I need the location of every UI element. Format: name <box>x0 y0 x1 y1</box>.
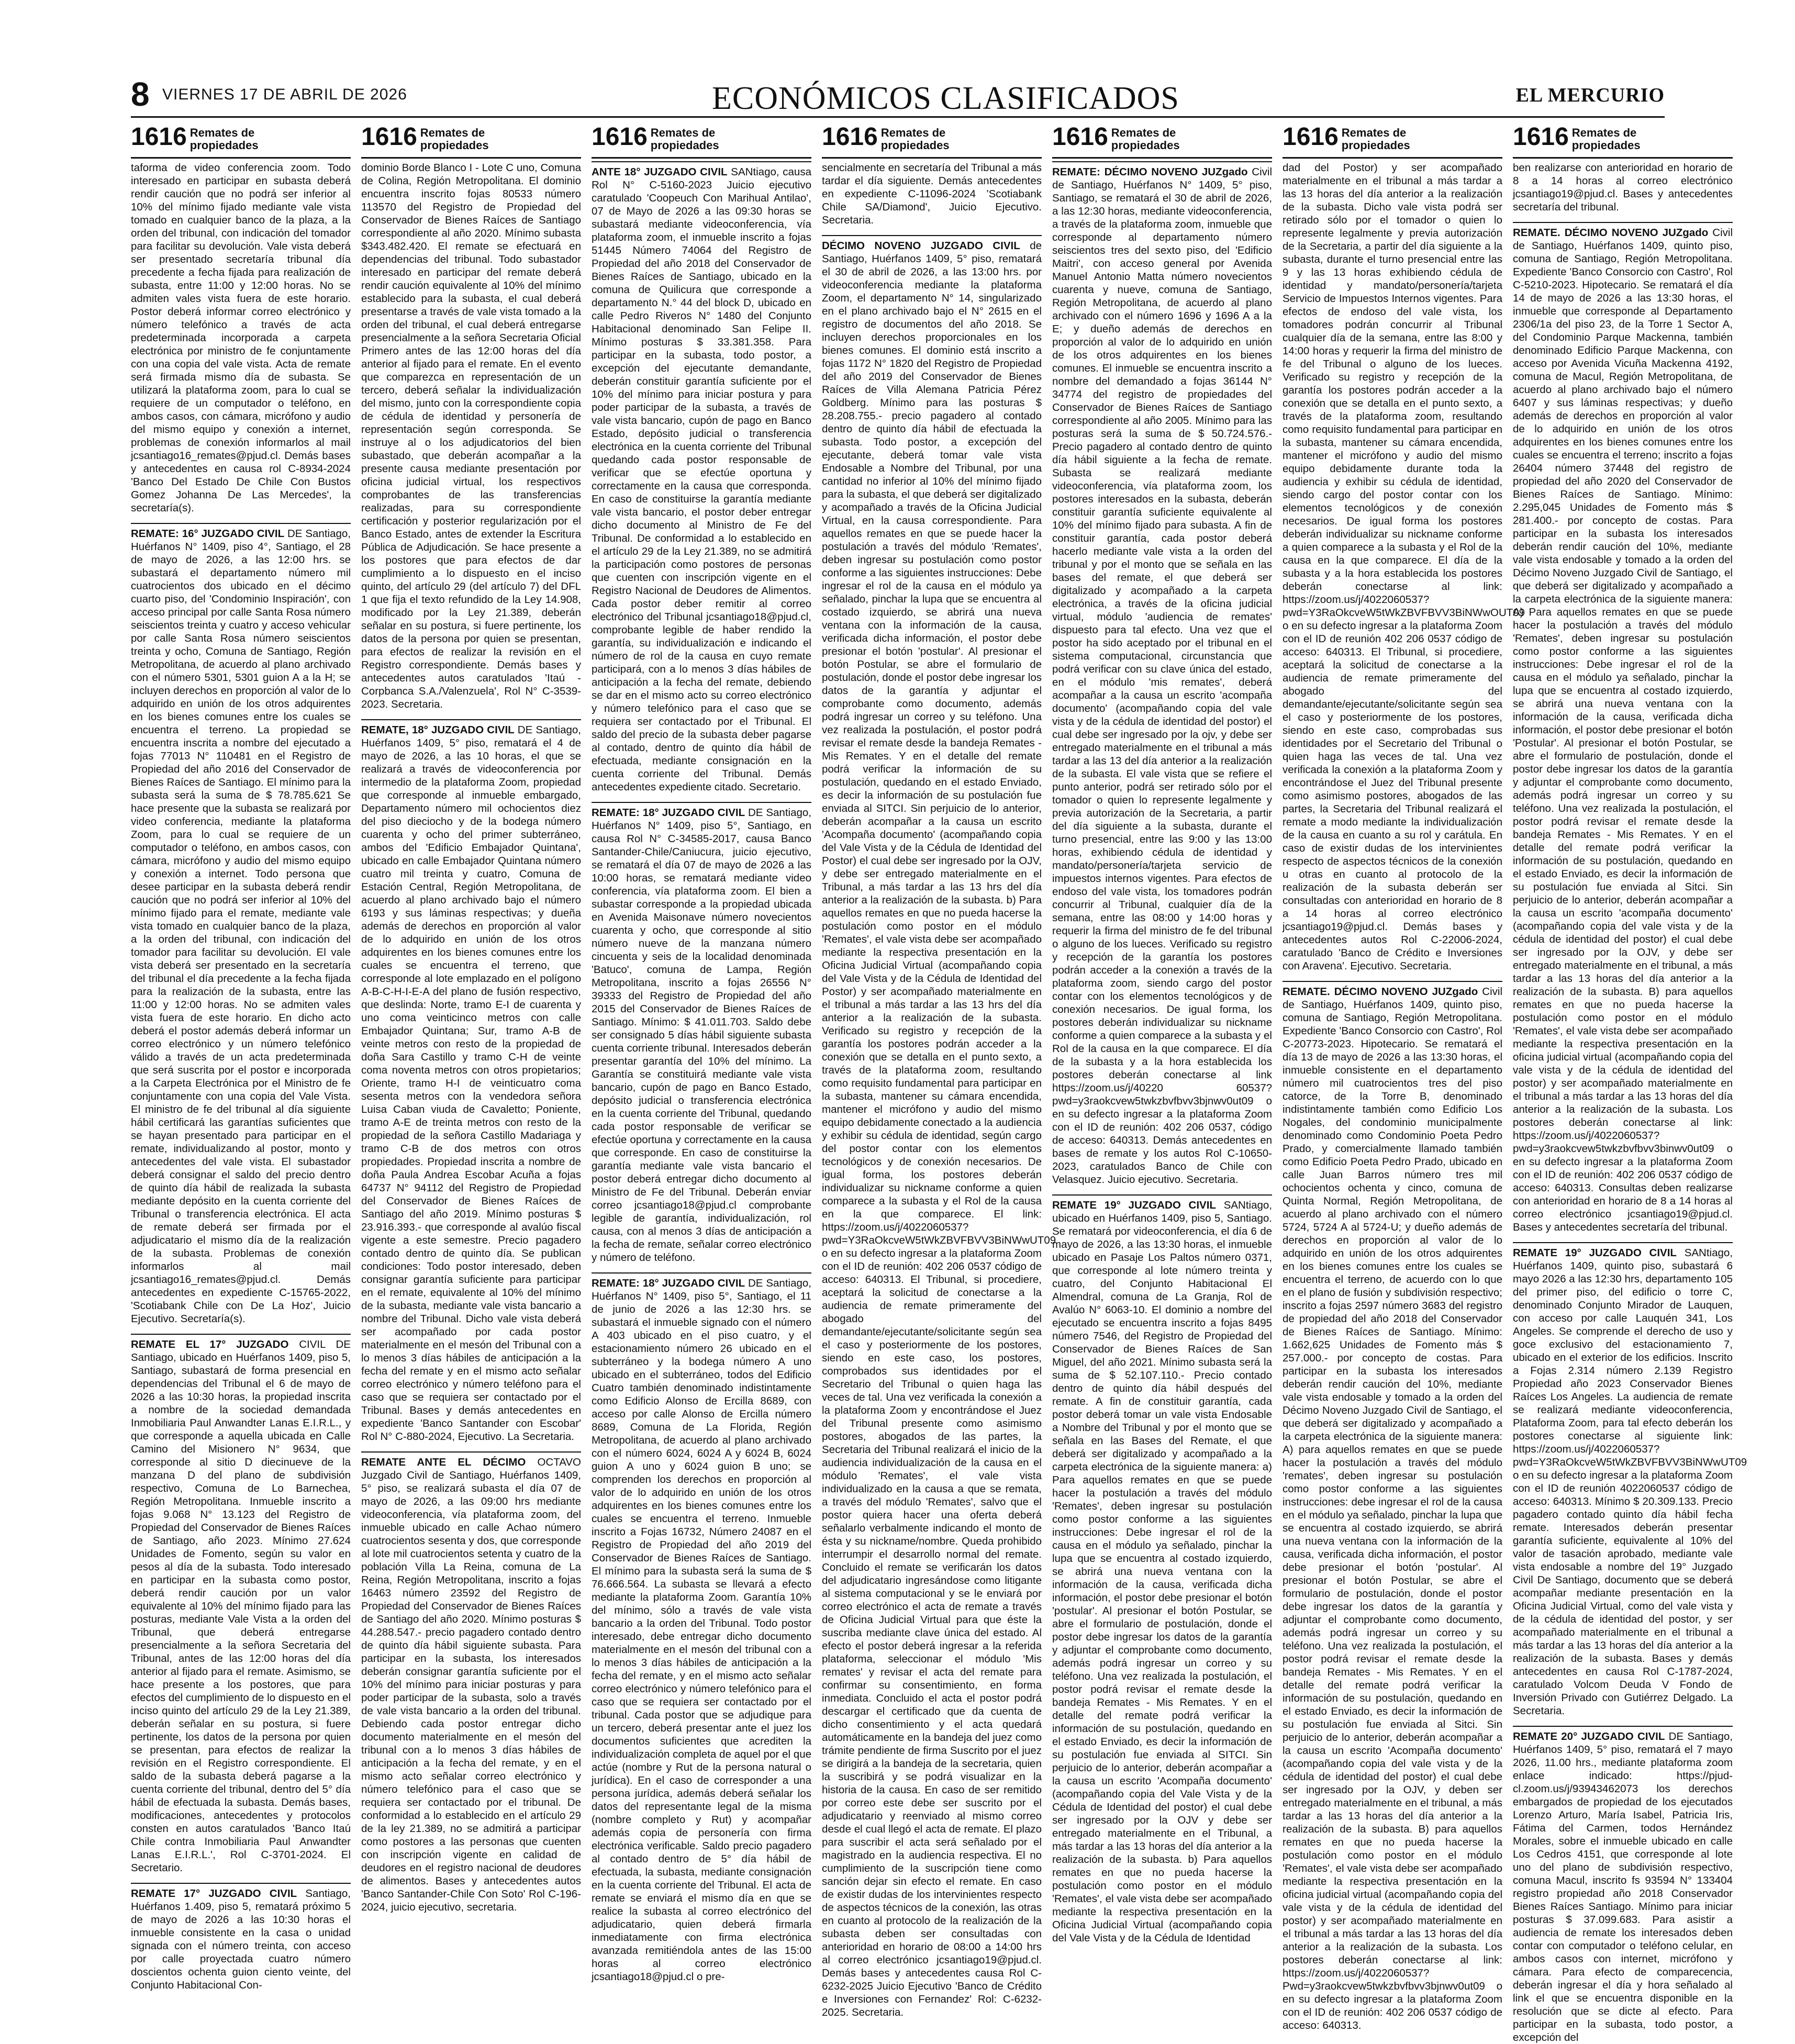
notice-lead: REMATE: 18° JUZGADO CIVIL <box>592 1277 745 1289</box>
classified-notice: REMATE: 18° JUZGADO CIVIL DE Santiago, Huérfanos N° 1409, piso 5°, Santiago, el 11 de junio de 2026 a las 12:30 hrs. se subastará el inmueble signado con el número A 403 ubicado en el piso cuatro, y el estacionamiento número 26 ubicado en el subterráneo y la bodega número A uno ubicado en el subterráneo, todos del Edificio Cuatro también denominado indistintamente como Edificio Alonso de Ercilla 8689, con acceso por calle Alonso de Ercilla número 8689, Comuna de La Florida, Región Metropolitana, de acuerdo al plano archivado con el número 6024, 6024 A y 6024 B, 6024 guion A uno y 6024 guion B uno; se comprenden los derechos en proporción al valor de lo adquirido en unión de los otros adquirentes en los bienes comunes entre los cuales se encuentra el terreno. Inmueble inscrito a Fojas 16732, Número 24087 en el Registro de Propiedad del año 2019 del Conservador de Bienes Raíces de Santiago. El mínimo para la subasta será la suma de $ 76.666.564. La subasta se llevará a efecto mediante la plataforma Zoom. Garantía 10% del mínimo, sólo a través de vale vista bancario a la orden del Tribunal. Todo postor interesado, debe entregar dicho documento materialmente en el mesón del tribunal con a lo menos 3 días hábiles de anticipación a la fecha del remate, y en el mismo acto señalar correo electrónico y número telefónico para el caso que se requiera ser contactado por el tribunal. Cada postor que se adjudique para un tercero, deberá presentar ante el juez los documentos suficientes que acrediten la individualización completa de aquel por el que actúe (nombre y Rut de la persona natural o jurídica). En el caso de corresponder a una persona jurídica, además deberá señalar los datos del representante legal de la misma (nombre completo y Rut) y acompañar además copia de personería con firma electrónica verificable. Saldo precio pagadero al contado dentro de 5° día hábil de efectuada, la subasta, mediante consignación en la cuenta corriente del Tribunal. El acta de remate se enviará el mismo día en que se realice la subasta al correo electrónico del adjudicatario, quien deberá firmarla inmediatamente con firma electrónica avanzada remitiéndola antes de las 15:00 horas al correo electrónico jcsantiago18@pjud.cl o pre- <box>592 1272 811 1983</box>
notice-lead: REMATE 19° JUZGADO CIVIL <box>1513 1247 1677 1259</box>
column-header <box>1283 121 1502 159</box>
classified-notice: REMATE. DÉCIMO NOVENO JUZgado Civil de Santiago, Huérfanos 1409, quinto piso, comuna de Santiago, Región Metropolitana. Expediente 'Banco Consorcio con Castro', Rol C-5210-2023. Hipotecario. Se rematará el día 14 de mayo de 2026 a las 13:30 horas, el inmueble que corresponde al Departamento 2306/1a del piso 23, de la Torre 1 Sector A, del Condominio Parque Mackenna, también denominado Edificio Parque Mackenna, con acceso por Avenida Vicuña Mackenna 4192, comuna de Macul, Región Metropolitana, de acuerdo al plano archivado bajo el número 6407 y sus láminas respectivas; y dueño además de derechos en proporción al valor de lo adquirido en unión de los otros adquirentes en los bienes comunes entre los cuales se encuentra el terreno; inscrito a fojas 26404 número 37448 del registro de propiedad del año 2020 del Conservador de Bienes Raíces de Santiago. Mínimo: 2.295,045 Unidades de Fomento más $ 281.400.- por concepto de costas. Para participar en la subasta los interesados deberán rendir caución del 10%, mediante vale vista endosable y tomado a la orden del Décimo Noveno Juzgado Civil de Santiago, el que deberá ser digitalizado y acompañado a la carpeta electrónica de la siguiente manera: A) Para aquellos remates en que se puede hacer la postulación a través del módulo 'Remates', deben ingresar su postulación como postor conforme a las siguientes instrucciones: Debe ingresar el rol de la causa en el módulo ya señalado, pinchar la lupa que se encuentra al costado izquierdo, se abrirá una nueva ventana con la información de la causa, verificada dicha información, el postor debe presionar el botón 'Postular'. Al presionar el botón Postular, se abre el formulario de postulación, donde el postor debe ingresar los datos de la garantía y adjuntar el comprobante como documento, además podrá ingresar un correo y su teléfono. Una vez realizada la postulación, el postor podrá revisar el remate desde la bandeja Remates - Mis Remates. Y en el detalle del remate podrá verificar la información de su postulación, quedando en el estado Enviado, es decir la información de su postulación fue enviada al Sitci. Sin perjuicio de lo anterior, deberán acompañar a la causa un escrito 'acompaña documento' (acompañando copia del vale vista y de la cédula de identidad del postor) el cual debe ser ingresado por la OJV, y debe ser entregado materialmente en el tribunal, a más tardar a las 13 horas del día anterior a la realización de la subasta. B) para aquellos remates en que no pueda hacerse la postulación como postor en el módulo 'Remates', el vale vista debe ser acompañado mediante la respectiva presentación en la oficina judicial virtual (acompañando copia del vale vista y de la cédula de identidad del postor) y ser acompañado materialmente en el tribunal a más tardar a las 13 horas del día anterior a la realización de la subasta. Los postores deberán conectarse al link: https://zoom.us/j/4022060537?pwd=y3raokcvew5twkzbvfbvv3binwv0ut09 o en su defecto ingresar a la plataforma Zoom con el ID de reunión: 402 206 0537 código de acceso: 640313. Consultas deben realizarse con anterioridad en horario de 8 a 14 horas al correo electrónico jcsantiago19@pjud.cl. Bases y antecedentes secretaría del tribunal. <box>1513 222 1733 1234</box>
text-column <box>361 161 581 1913</box>
classified-notice: REMATE: 18° JUZGADO CIVIL DE Santiago, Huérfanos N° 1409, piso 5°, Santiago, en causa Rol N° C-34585-2017, causa Banco Santander-Chile/Caniucura, juicio ejecutivo, se rematará el día 07 de mayo de 2026 a las 10:00 horas, se rematará mediante video conferencia, vía plataforma zoom. El bien a subastar corresponde a la propiedad ubicada en Avenida Maisonave número novecientos cuarenta y ocho, que corresponde al sitio número nueve de la manzana número cincuenta y seis de la localidad denominada 'Batuco', comuna de Lampa, Región Metropolitana, inscrito a fojas 26556 N° 39333 del Registro de Propiedad del año 2015 del Conservador de Bienes Raíces de Santiago. Mínimo: $ 41.011.703. Saldo debe ser consignado 5 días hábil siguiente subasta cuenta corriente tribunal. Interesados deberán presentar garantía del 10% del mínimo. La Garantía se constituirá mediante vale vista bancario, cupón de pago en Banco Estado, depósito judicial o transferencia electrónica en la cuenta corriente del Tribunal, quedando cada postor responsable de verificar se efectúe oportuna y correctamente en la causa que corresponde. En caso de constituirse la garantía mediante vale vista bancario el postor deberá entregar dicho documento al Ministro de Fe del Tribunal. Deberán enviar correo jcsantiago18@pjud.cl comprobante legible de garantía, individualización, rol causa, con al menos 3 días de anticipación a la fecha de remate, señalar correo electrónico y número de teléfono. <box>592 802 811 1264</box>
column-code: 1616 <box>1283 123 1339 151</box>
notice-lead: REMATE: DÉCIMO NOVENO JUZgado <box>1052 166 1248 178</box>
classified-notice: REMATE, 18° JUZGADO CIVIL DE Santiago, Huérfanos 1409, 5° piso, rematará el 4 de mayo de 2026, a las 10 horas, el que se realizará a través de videoconferencia por intermedio de la plataforma Zoom, propiedad que corresponde al inmueble embargado, Departamento número mil ochocientos diez del piso dieciocho y de la bodega número cuarenta y ocho del primer subterráneo, ambos del 'Edificio Embajador Quintana', ubicado en calle Embajador Quintana número cuatro mil treinta y cuatro, Comuna de Estación Central, Región Metropolitana, de acuerdo al plano archivado bajo el número 6193 y sus láminas respectivas; y dueña además de derechos en proporción al valor de lo adquirido en unión de los otros adquirentes en los bienes comunes entre los cuales se encuentra el terreno, que corresponde al lote emplazado en el polígono A-B-C-H-I-E-A del plano de fusión respectivo, que deslinda: Norte, tramo E-I de cuarenta y uno coma veinticinco metros con calle Embajador Quintana; Sur, tramo A-B de veinte metros con resto de la propiedad de doña Sara Castillo y tramo C-H de veinte coma noventa metros con otros propietarios; Oriente, tramo H-I de veinticuatro coma sesenta metros con la vendedora señora Luisa Caban viuda de Cavaletto; Poniente, tramo A-E de treinta metros con resto de la propiedad de la señora Castillo Madariaga y tramo C-B de dos metros con otros propiedades. Propiedad inscrita a nombre de doña Paula Andrea Escobar Acuña a fojas 64737 N° 94112 del Registro de Propiedad del Conservador de Bienes Raíces de Santiago del año 2019. Mínimo posturas $ 23.916.393.- que corresponde al avalúo fiscal vigente a este semestre. Precio pagadero contado dentro de quinto día. Se publican condiciones: Todo postor interesado, deben consignar garantía suficiente para participar en el remate, equivalente al 10% del mínimo de la subasta, mediante vale vista bancario a nombre del Tribunal. Dicho vale vista deberá ser acompañado por cada postor materialmente en el mesón del Tribunal con a lo menos 3 días hábiles de anticipación a la fecha del remate y en el mismo acto señalar correo electrónico y número teléfono para el caso que se requiera ser contactado por el Tribunal. Bases y demás antecedentes en expediente 'Banco Santander con Escobar' Rol N° C-880-2024, Ejecutivo. La Secretaria. <box>361 719 581 1443</box>
text-column <box>1513 161 1747 2043</box>
column-header <box>361 121 581 159</box>
classified-notice: REMATE 20° JUZGADO CIVIL DE Santiago, Huérfanos 1409, 5° piso, rematará el 7 mayo 2026, 11.00 hrs., mediante plataforma zoom enlace indicado: https://pjud-cl.zoom.us/j/93943462073 los derechos embargados de propiedad de los ejecutados Lorenzo Arturo, María Isabel, Patricia Iris, Fátima del Carmen, todos Hernández Morales, sobre el inmueble ubicado en calle Los Cedros 4151, que corresponde al lote uno del plano de subdivisión respectivo, comuna Macul, inscrito fs 93594 N° 133404 registro propiedad año 2018 Conservador Bienes Raíces Santiago. Mínimo para iniciar posturas $ 37.099.683. Para asistir a audiencia de remate los interesados deben contar con computador o teléfono celular, en ambos casos con internet, micrófono y cámara. Para efecto de comparecencia, deberán ingresar el día y hora señalado al link el que se encuentra disponible en la resolución que se dicte al efecto. Para participar en la subasta, todo postor, a excepción del <box>1513 1726 1733 2044</box>
column-code: 1616 <box>1513 123 1569 151</box>
notice-lead: REMATE: 16° JUZGADO CIVIL <box>131 528 285 540</box>
classified-notice: ben realizarse con anterioridad en horario de 8 a 14 horas al correo electrónico jcsantiago19@pjud.cl. Bases y antecedentes secretaría del tribunal. <box>1513 162 1733 213</box>
text-column <box>1052 161 1272 1944</box>
notice-lead: ANTE 18° JUZGADO CIVIL <box>592 166 728 178</box>
header-rule <box>131 116 1665 118</box>
notice-lead: REMATE, 18° JUZGADO CIVIL <box>361 724 515 736</box>
page-number: 8 <box>131 75 150 113</box>
column-label: Remates de propiedades <box>1111 126 1180 152</box>
notice-lead: REMATE ANTE EL DÉCIMO <box>361 1456 526 1468</box>
notice-lead: REMATE. DÉCIMO NOVENO JUZgado <box>1283 986 1478 998</box>
column-label: Remates de propiedades <box>880 126 950 152</box>
column-code: 1616 <box>822 123 878 151</box>
notice-lead: REMATE. DÉCIMO NOVENO JUZgado <box>1513 227 1709 239</box>
column-header <box>1052 121 1272 159</box>
notice-lead: REMATE 17° JUZGADO CIVIL <box>131 1887 297 1900</box>
page-date: VIERNES 17 DE ABRIL DE 2026 <box>162 86 407 103</box>
page-header <box>131 73 1665 120</box>
column-header <box>592 121 811 159</box>
column-code: 1616 <box>131 123 187 151</box>
text-column <box>592 161 811 1983</box>
classified-notice: ANTE 18° JUZGADO CIVIL SANtiago, causa Rol N° C-5160-2023 Juicio ejecutivo caratulado 'Coopeuch Con Marihual Antilao', 07 de Mayo de 2026 a las 09:30 horas se subastará mediante videoconferencia, vía plataforma zoom, el inmueble inscrito a fojas 51445 Número 74064 del Registro de Propiedad del año 2018 del Conservador de Bienes Raíces de Santiago, ubicado en la comuna de Quilicura que corresponde a departamento N.° 44 del block D, ubicado en calle Pedro Riveros N° 1480 del Conjunto Habitacional denominado San Felipe II. Mínimo posturas $ 33.381.358. Para participar en la subasta, todo postor, a excepción del ejecutante demandante, deberán constituir garantía suficiente por el 10% del mínimo para iniciar postura y para poder participar de la subasta, a través de vale vista bancario, cupón de pago en Banco Estado, depósito judicial o transferencia electrónica en la cuenta corriente del Tribunal quedando cada postor responsable de verificar que se efectúe oportuna y correctamente en la causa que corresponda. En caso de constituirse la garantía mediante vale vista bancario, el postor deber entregar dicho documento al Ministro de Fe del Tribunal. De conformidad a lo establecido en el artículo 29 de la Ley 21.389, no se admitirá la participación como postores de personas que cuenten con inscripción vigente en el Registro Nacional de Deudores de Alimentos. Cada postor deber remitir al correo electrónico del Tribunal jcsantiago18@pjud.cl, comprobante legible de haber rendido la garantía, su individualización e indicando el número de rol de la causa en cuyo remate participará, con a lo menos 3 días hábiles de anticipación a la fecha del remate, debiendo se dar en el mismo acto su correo electrónico y número telefónico para el caso que se requiera ser contactado por el Tribunal. El saldo del precio de la subasta deber pagarse al contado, dentro de quinto día hábil de efectuada, mediante consignación en la cuenta corriente del Tribunal. Demás antecedentes expediente citado. Secretario. <box>592 161 811 794</box>
column-header <box>822 121 1042 159</box>
classified-notice: REMATE: 16° JUZGADO CIVIL DE Santiago, Huérfanos N° 1409, piso 4°, Santiago, el 28 de mayo de 2026, a las 12:00 hrs. se subastará el departamento número mil cuatrocientos dos ubicado en el décimo cuarto piso, del 'Condominio Inspiración', con acceso principal por calle Santa Rosa número seiscientos treinta y cuatro y acceso vehicular por calle Santa Rosa número seiscientos treinta y ocho, Comuna de Santiago, Región Metropolitana, de acuerdo al plano archivado con el número 5301, 5301 guion A a la H; se incluyen derechos en proporción al valor de lo adquirido en unión de los otros adquirentes en los bienes comunes entre los cuales se encuentra el terreno. La propiedad se encuentra inscrita a nombre del ejecutado a fojas 77013 N° 110481 en el Registro de Propiedad del año 2016 del Conservador de Bienes Raíces de Santiago. El mínimo para la subasta será la suma de $ 78.785.621 Se hace presente que la subasta se realizará por video conferencia, mediante la plataforma Zoom, para lo cual se requiere de un computador o teléfono, en ambos casos, con cámara, micrófono y audio del mismo equipo y conexión a internet. Todo persona que desee participar en la subasta deberá rendir caución que no podrá ser inferior al 10% del mínimo fijado para el remate, mediante vale vista tomado en cualquier banco de la plaza, a la orden del tribunal, con indicación del tomador para facilitar su devolución. El vale vista deberá ser presentado en la secretaría del tribunal el día precedente a la fecha fijada para la realización de la subasta, entre las 11:00 y 12:00 horas. No se admiten vales vista fuera de este horario. En dicho acto deberá el postor además deberá informar un correo electrónico y un número telefónico válido a través de un acta predeterminada que será suscrita por el postor e incorporada a la Carpeta Electrónica por el Ministro de fe conjuntamente con una copia del Vale Vista. El ministro de fe del tribunal al día siguiente hábil certificará las garantías suficientes que se hayan presentado para participar en el remate, individualizando al postor, monto y antecedentes del vale vista. El subastador deberá consignar el saldo del precio dentro de quinto día hábil de realizada la subasta mediante depósito en la cuenta corriente del Tribunal o transferencia electrónica. El acta de remate deberá ser firmada por el adjudicatario el mismo día de la realización de la subasta. Problemas de conexión informarlos al mail jcsantiago16_remates@pjud.cl. Demás antecedentes en expediente C-15765-2022, 'Scotiabank Chile con De La Hoz', Juicio Ejecutivo. Secretaría(s). <box>131 523 351 1325</box>
text-column <box>1283 161 1525 2031</box>
notice-lead: REMATE: 18° JUZGADO CIVIL <box>592 807 745 819</box>
classified-notice: REMATE 19° JUZGADO CIVIL SANtiago, Huérfanos 1409, quinto piso, subastará 6 mayo 2026 a las 12:30 hrs, departamento 105 del primer piso, del edificio o torre C, denominado Conjunto Mirador de Lauquen, con acceso por calle Lauquén 341, Los Angeles. Se comprende el derecho de uso y goce exclusivo del estacionamiento 7, ubicado en el exterior de los edificios. Inscrito a Fojas 2.314 número 2.139 Registro Propiedad año 2023 Conservador Bienes Raíces Los Angeles. La audiencia de remate se realizará mediante videoconferencia, Plataforma Zoom, para tal efecto deberán los postores conectarse al siguiente link: https://zoom.us/j/4022060537?pwd=Y3RaOkcveW5tWkZBVFBVV3BiNWwUT09 o en su defecto ingresar a la plataforma Zoom con el ID de reunión 4022060537 código de acceso: 640313. Mínimo $ 20.309.133. Precio pagadero contado quinto día hábil fecha remate. Interesados deberán presentar garantía suficiente, equivalente al 10% del valor de tasación aprobado, mediante vale vista endosable a nombre del 19° Juzgado Civil De Santiago, documento que se deberá acompañar mediante presentación en la Oficina Judicial Virtual, como del vale vista y de la cédula de identidad del postor, y ser acompañado materialmente en el tribunal a más tardar a las 13 horas del día anterior a la realización de la subasta. Bases y demás antecedentes en causa Rol C-1787-2024, caratulado Volcom Deuda V Fondo de Inversión Privado con Gutiérrez Delgado. La Secretaria. <box>1513 1242 1733 1717</box>
column-header <box>1513 121 1733 159</box>
column-header <box>131 121 351 159</box>
notice-lead: REMATE 19° JUZGADO CIVIL <box>1052 1199 1216 1211</box>
classified-notice: DÉCIMO NOVENO JUZGADO CIVIL de Santiago, Huérfanos 1409, 5° piso, rematará el 30 de abril de 2026, a las 13:00 hrs. por videoconferencia mediante la plataforma Zoom, el departamento N° 14, singularizado en el plano archivado bajo el N° 2615 en el registro de documentos del año 2018. Se incluyen derechos proporcionales en los bienes comunes. El dominio está inscrito a fojas 1172 N° 1820 del Registro de Propiedad del año 2019 del Conservador de Bienes Raíces de Villa Alemana Patricia Pérez Goldberg. Mínimo para las posturas $ 28.208.755.- precio pagadero al contado dentro de quinto día hábil de efectuada la subasta. Todo postor, a excepción del ejecutante, deberá tomar vale vista Endosable a Nombre del Tribunal, por una cantidad no inferior al 10% del mínimo fijado para la subasta, el que deberá ser digitalizado y acompañado a través de la Oficina Judicial Virtual, en la causa correspondiente. Para aquellos remates en que se puede hacer la postulación a través del módulo 'Remates', deben ingresar su postulación como postor conforme a las siguientes instrucciones: Debe ingresar el rol de la causa en el módulo ya señalado, pinchar la lupa que se encuentra al costado izquierdo, se abrirá una nueva ventana con la información de la causa, verificada dicha información, el postor debe presionar el botón 'postular'. Al presionar el botón Postular, se abre el formulario de postulación, donde el postor debe ingresar los datos de la garantía y adjuntar el comprobante como documento, además podrá ingresar un correo y su teléfono. Una vez realizada la postulación, el postor podrá revisar el remate desde la bandeja Remates - Mis Remates. Y en el detalle del remate podrá verificar la información de su postulación, quedando en el estado Enviado, es decir la información de su postulación fue enviada al SITCI. Sin perjuicio de lo anterior, deberán acompañar a la causa un escrito 'Acompaña documento' (acompañando copia del Vale Vista y de la Cédula de Identidad del Postor) el cual debe ser ingresado por la OJV, y debe ser entregado materialmente en el Tribunal, a más tardar a las 13 hrs del día anterior a la realización de la subasta. b) Para aquellos remates en que no pueda hacerse la postulación como postor en el módulo 'Remates', el vale vista debe ser acompañado mediante la respectiva presentación en la Oficina Judicial Virtual (acompañando copia del Vale Vista y de la Cédula de Identidad del Postor) y ser acompañado materialmente en el tribunal a más tardar a las 13 hrs del día anterior a la realización de la subasta. Verificado su registro y recepción de la garantía los postores podrán acceder a la conexión que se detalla en el punto sexto, a través de la plataforma zoom, resultando como requisito fundamental para participar en la subasta, mantener su cámara encendida, mantener el micrófono y audio del mismo equipo debidamente conectado a la audiencia y exhibir su cédula de identidad, según cargo del postor contar con los elementos tecnológicos y de conexión necesarios. De igual forma, los postores deberán individualizar su nickname conforme a quien comparece a la subasta y el Rol de la causa en la que comparece. El link: https://zoom.us/j/4022060537?pwd=Y3RaOkcveW5tWkZBVFBVV3BiNWwUT09 o en su defecto ingresar a la plataforma Zoom con el ID de reunión: 402 206 0537 código de acceso: 640313. El Tribunal, si procediere, aceptará la solicitud de conectarse a la audiencia de remate primeramente del abogado del demandante/ejecutante/solicitante según sea el caso y posteriormente de los postores, siendo en este caso, los postores, comprobados sus identidades por el Secretario del Tribunal o quien haga las veces de tal. Una vez verificada la conexión a la plataforma Zoom y encontrándose el Juez del Tribunal presente como asimismo postores, abogados de las partes, la Secretaria del Tribunal realizará el inicio de la audiencia individualización de la causa en el módulo 'Remates', el vale vista individualizado en la causa a que se remata, a través del módulo 'Remates', salvo que el postor quiera hacer una oferta deberá señalarlo verbalmente indicando el monto de ésta y su nickname/nombre. Queda prohibido interrumpir el desarrollo normal del remate. Concluido el remate se verificarán los datos del adjudicatario ingresándose como litigante al sistema computacional y se le enviará por correo electrónico el acta de remate a través de Oficina Judicial Virtual para que éste la suscriba mediante clave única del estado. Al efecto el postor deberá ingresar a la referida plataforma, seleccionar el módulo 'Mis remates' y revisar el acta del remate para confirmar su consentimiento, en forma inmediata. Concluido el acta el postor podrá descargar el certificado que da cuenta de dicho consentimiento y el acta quedará automáticamente en la bandeja del juez como trámite pendiente de firma Suscrito por el juez se dirigirá a la bandeja de la secretaria, quien la suscribirá y se podrá visualizar en la historia de la causa. En caso de ser remitido por correo este debe ser suscrito por el adjudicatario y reenviado al mismo correo desde el cual llegó el acta de remate. El plazo para suscribir el acta será señalado por el magistrado en la audiencia respectiva. El no cumplimiento de la suscripción tiene como sanción dejar sin efecto el remate. En caso de existir dudas de los intervinientes respecto de aspectos técnicos de la conexión, las otras en cuanto al protocolo de la realización de la subasta deben ser consultadas con anterioridad en horario de 08:00 a 14:00 hrs al correo electrónico jcsantiago19@pjud.cl. Demás bases y antecedentes causa Rol C-6232-2025 Juicio Ejecutivo 'Banco de Crédito e Inversiones con Fernandez' Rol: C-6232-2025. Secretaria. <box>822 235 1042 2019</box>
column-code: 1616 <box>1052 123 1108 151</box>
classified-notice: dominio Borde Blanco I - Lote C uno, Comuna de Colina, Región Metropolitana. El dominio encuentra inscrito fojas 80533 número 113570 del Registro de Propiedad del Conservador de Bienes Raíces de Santiago correspondiente al año 2020. Mínimo subasta $343.482.420. El remate se efectuará en dependencias del tribunal. Todo subastador interesado en participar del remate deberá rendir caución equivalente al 10% del mínimo establecido para la subasta, el cual deberá presentarse a través de vale vista tomado a la orden del tribunal, el cual deberá entregarse presencialmente a la señora Secretaria Oficial Primero antes de las 12:00 horas del día anterior al fijado para el remate. En el evento que comparezca en representación de un tercero, deberá señalar la individualización del mismo, junto con la correspondiente copia de cédula de identidad y personería de representación según corresponda. Se instruye al o los adjudicatorios del bien subastado, que deberán acompañar a la presente causa mediante presentación por oficina judicial virtual, los respectivos comprobantes de las transferencias realizadas, para su correspondiente certificación y posterior regularización por el Banco Estado, antes de extender la Escritura Pública de Adjudicación. Se hace presente a los postores que para efectos de dar cumplimiento a lo dispuesto en el inciso quinto, del artículo 29 (del artículo 7) del DFL 1 que fija el texto refundido de la Ley 14.908, modificado por la Ley 21.389, deberán señalar en su postura, si fuere pertinente, los datos de la persona por quien se presentan, para efectos de realizar la revisión en el Registro correspondiente. Demás bases y antecedentes autos caratulados 'Itaú - Corpbanca S.A./Valenzuela', Rol N° C-3539-2023. Secretaria. <box>361 162 581 710</box>
column-label: Remates de propiedades <box>1341 126 1410 152</box>
classified-notice: dad del Postor) y ser acompañado materialmente en el tribunal a más tardar a las 13 horas del día anterior a la realización de la subasta. Dicho vale vista podrá ser retirado sólo por el tomador o quien lo represente legalmente y previa autorización de la Secretaria, a partir del día siguiente a la subasta, durante el turno presencial entre las 9 y las 13 horas exhibiendo cédula de identidad y mandato/personería/tarjeta Servicio de Impuestos Internos vigentes. Para efectos de endoso del vale vista, los tomadores podrán concurrir al Tribunal cualquier día de la semana, entre las 8:00 y 14:00 horas y requerir la firma del ministro de fe del Tribunal o alguno de los lueces. Verificado su registro y recepción de la garantía los postores podrán acceder a la conexión que se detalla en el punto sexto, a través de la plataforma zoom, resultando como requisito fundamental para participar en la subasta, mantener su cámara encendida, mantener el micrófono y audio del mismo equipo debidamente durante toda la audiencia y exhibir su cédula de identidad, siendo cargo del postor contar con los elementos tecnológicos y de conexión necesarios. De igual forma los postores deberán individualizar su nickname conforme a quien comparece a la subasta y el Rol de la causa en la que comparece. El día de la subasta y a la hora establecida los postores deberán conectarse al link: https://zoom.us/j/4022060537?pwd=Y3RaOkcveW5tWkZBVFBVV3BiNWwOUT09 o en su defecto ingresar a la plataforma Zoom con el ID de reunión 402 206 0537 código de acceso: 640313. El Tribunal, si procediere, aceptará la solicitud de conectarse a la audiencia de remate primeramente del abogado del demandante/ejecutante/solicitante según sea el caso y posteriormente de los postores, siendo en este caso, comprobadas sus identidades por el Secretario del Tribunal o quien haga las veces de tal. Una vez verificada la conexión a la plataforma Zoom y encontrándose el Juez del Tribunal presente como asimismo postores, abogados de las partes, la Secretaria del Tribunal realizará el remate a modo mediante la individualización de la causa en cuanto a su rol y carátula. En caso de existir dudas de los intervinientes respecto de aspectos técnicos de la conexión u otras en cuanto al protocolo de la realización de la subasta deberán ser consultadas con anterioridad en horario de 8 a 14 horas al correo electrónico jcsantiago19@pjud.cl. Demás bases y antecedentes autos Rol C-22006-2024, caratulado 'Banco de Crédito e Inversiones con Aravena'. Ejecutivo. Secretaria. <box>1283 162 1525 972</box>
notice-lead: REMATE 20° JUZGADO CIVIL <box>1513 1730 1665 1743</box>
column-label: Remates de propiedades <box>650 126 719 152</box>
newspaper-logo: EL MERCURIO <box>1515 84 1665 106</box>
classified-notice: REMATE: DÉCIMO NOVENO JUZgado Civil de Santiago, Huérfanos N° 1409, 5° piso, Santiago, se rematará el 30 de abril de 2026, a las 12:30 horas, mediante videoconferencia, a través de la plataforma zoom, inmueble que corresponde al departamento número seiscientos tres del sexto piso, del 'Edificio Maitri', con acceso general por Avenida Manuel Antonio Matta número novecientos cuarenta y nueve, comuna de Santiago, Región Metropolitana, de acuerdo al plano archivado con el número 1696 y 1696 A a la E; y dueño además de derechos en proporción al valor de lo adquirido en unión de los otros adquirentes en los bienes comunes. El inmueble se encuentra inscrito a nombre del demandado a fojas 36144 N° 34774 del registro de propiedades del Conservador de Bienes Raíces de Santiago correspondiente al año 2005. Mínimo para las posturas será la suma de $ 50.724.576.- Precio pagadero al contado dentro de quinto día hábil siguiente a la fecha de remate. Subasta se realizará mediante videoconferencia, vía plataforma zoom, los postores interesados en la subasta, deberán constituir garantía suficiente equivalente al 10% del mínimo fijado para subasta. A fin de constituir garantía, cada postor deberá hacerlo mediante vale vista a la orden del tribunal y por el monto que se señala en las bases del remate, el que deberá ser digitalizado y acompañado a la carpeta electrónica, a través de la oficina judicial virtual, módulo 'audiencia de remates' dispuesto para tal efecto. Una vez que el postor ha sido aceptado por el tribunal en el sistema computacional, circunstancia que podrá verificar con su clave única del estado, en el módulo 'mis remates', deberá acompañar a la causa un escrito 'acompaña documento' (acompañando copia del vale vista y de la cédula de identidad del postor) el cual debe ser ingresado por la ojv, y debe ser entregado materialmente en el tribunal a más tardar a las 13 del día anterior a la realización de la subasta. El vale vista que se refiere el punto anterior, podrá ser retirado sólo por el tomador o quien lo represente legalmente y previa autorización de la Secretaria, a partir del día siguiente a la subasta, durante el turno presencial, entre las 9:00 y las 13:00 horas, exhibiendo cédula de identidad y mandato/personería/tarjeta servicio de impuestos internos vigentes. Para efectos de endoso del vale vista, los tomadores podrán concurrir al Tribunal, cualquier día de la semana, entre las 08:00 y 14:00 horas y requerir la firma del ministro de fe del tribunal o alguno de los lueces. Verificado su registro y recepción de la garantía los postores podrán acceder a la conexión a través de la plataforma zoom, siendo cargo del postor contar con los elementos tecnológicos y de conexión necesarios. De igual forma, los postores deberán individualizar su nickname conforme a quien comparece a la subasta y el Rol de la causa en la que comparece. El día de la subasta y a la hora establecida los postores deberán conectarse al link https://zoom.us/j/40220 60537?pwd=y3raokcvew5twkzbvfbvv3bjnwv0ut09 o en su defecto ingresar a la plataforma Zoom con el ID de reunión: 402 206 0537, código de acceso: 640313. Demás antecedentes en bases de remate y los autos Rol C-10650-2023, caratulados Banco de Chile con Velasquez. Juicio ejecutivo. Secretaria. <box>1052 161 1272 1186</box>
section-title: ECONÓMICOS CLASIFICADOS <box>712 81 1179 116</box>
notice-lead: REMATE EL 17° JUZGADO <box>131 1338 289 1350</box>
classified-notice: REMATE ANTE EL DÉCIMO OCTAVO Juzgado Civil de Santiago, Huérfanos 1409, 5° piso, se realizará subasta el día 07 de mayo de 2026, a las 09:00 hrs mediante videoconferencia, vía plataforma zoom, del inmueble ubicado en calle Achao número cuatrocientos sesenta y dos, que corresponde al lote mil cuatrocientos setenta y cuatro de la población Villa La Reina, comuna de La Reina, Región Metropolitana, inscrito a fojas 16463 número 23592 del Registro de Propiedad del Conservador de Bienes Raíces de Santiago del año 2020. Mínimo posturas $ 44.288.547.- precio pagadero contado dentro de quinto día hábil siguiente subasta. Para participar en la subasta, los interesados deberán consignar garantía suficiente por el 10% del mínimo para iniciar posturas y para poder participar de la subasta, solo a través de vale vista bancario a la orden del tribunal. Debiendo cada postor entregar dicho documento materialmente en el mesón del tribunal con a lo menos 3 días hábiles de anticipación a la fecha del remate, y en el mismo acto señalar correo electrónico y número telefónico para el caso que se requiera ser contactado por el tribunal. De conformidad a lo establecido en el artículo 29 de la ley 21.389, no se admitirá a participar como postores a las personas que cuenten con inscripción vigente en calidad de deudores en el registro nacional de deudores de alimentos. Bases y antecedentes autos 'Banco Santander-Chile Con Soto' Rol C-196-2024, juicio ejecutivo, secretaria. <box>361 1451 581 1914</box>
column-label: Remates de propiedades <box>1571 126 1641 152</box>
classified-notice: sencialmente en secretaría del Tribunal a más tardar el día siguiente. Demás antecedentes en expediente C-11096-2024 'Scotiabank Chile SA/Diamond', Juicio Ejecutivo. Secretaria. <box>822 162 1042 226</box>
notice-lead: DÉCIMO NOVENO JUZGADO CIVIL <box>822 240 1020 252</box>
column-code: 1616 <box>361 123 417 151</box>
text-column <box>131 161 351 1991</box>
classified-notice: taforma de video conferencia zoom. Todo interesado en participar en subasta deberá rendir caución que no podrá ser inferior al 10% del mínimo fijado mediante vale vista tomado en cualquier banco de la plaza, a la orden del tribunal, con indicación del tomador para facilitar su devolución. Vale vista deberá ser presentado secretaría tribunal día precedente a fecha fijada para realización de subasta, entre 11:00 y 12:00 horas. No se admiten vales vista fuera de este horario. Postor deberá informar correo electrónico y número telefónico a través de acta predeterminada incorporada a carpeta electrónica por ministro de fe conjuntamente con una copia del vale vista. Acta de remate será firmada mismo día de subasta. Se utilizará la plataforma zoom, para lo cual se requiere de un computador o teléfono, en ambos casos, con cámara, micrófono y audio del mismo equipo y conexión a internet, problemas de conexión informarlos al mail jcsantiago16_remates@pjud.cl. Demás bases y antecedentes en causa rol C-8934-2024 'Banco Del Estado De Chile Con Bustos Gomez Johanna De Las Mercedes', la secretaría(s). <box>131 162 351 514</box>
classified-notice: REMATE. DÉCIMO NOVENO JUZgado Civil de Santiago, Huérfanos 1409, quinto piso, comuna de Santiago, Región Metropolitana. Expediente 'Banco Consorcio con Castro', Rol C-20773-2023. Hipotecario. Se rematará el día 13 de mayo de 2026 a las 13:30 horas, el inmueble consistente en el departamento número mil cuatrocientos tres del piso catorce, de la Torre B, denominado indistintamente también como Edificio Los Nogales, del condominio municipalmente denominado como Condominio Poeta Pedro Prado, y comercialmente llamado también como Edificio Poeta Pedro Prado, ubicado en calle Juan Barros número tres mil ochocientos ochenta y cinco, comuna de Quinta Normal, Región Metropolitana, de acuerdo al plano archivado con el número 5724, 5724 A al 5724-U; y dueño además de derechos en proporción al valor de lo adquirido en unión de los otros adquirentes en los bienes comunes entre los cuales se encuentra el terreno, de acuerdo con lo que en el plano de fusión y subdivisión respectivo; inscrito a fojas 2597 número 3683 del registro de propiedad del año 2018 del Conservador de Bienes Raíces de Santiago. Mínimo: 1.662,625 Unidades de Fomento más $ 257.000.- por concepto de costas. Para participar en la subasta los interesados deberán rendir caución del 10%, mediante vale vista endosable y tomado a la orden del Décimo Noveno Juzgado Civil de Santiago, el que deberá ser digitalizado y acompañado a la carpeta electrónica de la siguiente manera: A) para aquellos remates en que se puede hacer la postulación a través del módulo 'remates', deben ingresar su postulación como postor conforme a las siguientes instrucciones: debe ingresar el rol de la causa en el módulo ya señalado, pinchar la lupa que se encuentra al costado izquierdo, se abrirá una nueva ventana con la información de la causa, verificada dicha información, el postor debe presionar el botón 'postular'. Al presionar el botón Postular, se abre el formulario de postulación, donde el postor debe ingresar los datos de la garantía y adjuntar el comprobante como documento, además podrá ingresar un correo y su teléfono. Una vez realizada la postulación, el postor podrá revisar el remate desde la bandeja Remates - Mis Remates. Y en el detalle del remate podrá verificar la información de su postulación, quedando en el estado Enviado, es decir la información de su postulación fue enviada al Sitci. Sin perjuicio de lo anterior, deberán acompañar a la causa un escrito 'Acompaña documento' (acompañando copia del vale vista y de la cédula de identidad del postor) el cual debe ser ingresado por la OJV, y deben ser entregado materialmente en el tribunal, a más tardar a las 13 horas del día anterior a la realización de la subasta. B) para aquellos remates en que no pueda hacerse la postulación como postor en el módulo 'Remates', el vale vista debe ser acompañado mediante la respectiva presentación en la oficina judicial virtual (acompañando copia del vale vista y de la cédula de identidad del postor) y ser acompañado materialmente en el tribunal a más tardar a las 13 horas del día anterior a la realización de la subasta. Los postores deberán conectarse al link: https://zoom.us/j/4022060537? Pwd=y3raokcvew5twkzbvfbvv3bjnwv0ut09 o en su defecto ingresar a la plataforma Zoom con el ID de reunión: 402 206 0537 código de acceso: 640313. <box>1283 981 1502 2032</box>
text-column <box>822 161 1056 2018</box>
column-code: 1616 <box>592 123 648 151</box>
column-label: Remates de propiedades <box>189 126 259 152</box>
classified-notice: REMATE 17° JUZGADO CIVIL Santiago, Huérfanos 1.409, piso 5, rematará próximo 5 de mayo de 2026 a las 10:30 horas el inmueble consistente en la casa o unidad signada con el número treinta, con acceso por calle proyectada cuatro número doscientos ochenta guion ciento veinte, del Conjunto Habitacional Con- <box>131 1883 351 1992</box>
classified-notice: REMATE 19° JUZGADO CIVIL SANtiago, ubicado en Huérfanos 1409, piso 5, Santiago. Se rematará por videoconferencia, el día 6 de mayo de 2026, a las 13:30 horas, el inmueble ubicado en Pasaje Los Paltos número 0371, que corresponde al lote número treinta y cuatro, del Conjunto Habitacional El Almendral, comuna de La Granja, Rol de Avalúo N° 6063-10. El dominio a nombre del ejecutado se encuentra inscrito a fojas 8495 número 7546, del Registro de Propiedad del Conservador de Bienes Raíces de San Miguel, del año 2021. Mínimo subasta será la suma de $ 52.107.110.- Precio contado dentro de quinto día hábil después del remate. A fin de constituir garantía, cada postor deberá tomar un vale vista Endosable a Nombre del Tribunal y por el monto que se señala en las Bases del Remate, el que deberá ser digitalizado y acompañado a la carpeta electrónica de la siguiente manera: a) Para aquellos remates en que se puede hacer la postulación a través del módulo 'Remates', deben ingresar su postulación como postor conforme a las siguientes instrucciones: Debe ingresar el rol de la causa en el módulo ya señalado, pinchar la lupa que se encuentra al costado izquierdo, se abrirá una nueva ventana con la información de la causa, verificada dicha información, el postor debe presionar el botón 'postular'. Al presionar el botón Postular, se abre el formulario de postulación, donde el postor debe ingresar los datos de la garantía y adjuntar el comprobante como documento, además podrá ingresar un correo y su teléfono. Una vez realizada la postulación, el postor podrá revisar el remate desde la bandeja Remates - Mis Remates. Y en el detalle del remate podrá verificar la información de su postulación, quedando en el estado Enviado, es decir la información de su postulación fue enviada al SITCI. Sin perjuicio de lo anterior, deberán acompañar a la causa un escrito 'Acompaña documento' (acompañando copia del Vale Vista y de la Cédula de Identidad del postor) el cual debe ser ingresado por la OJV y debe ser entregado materialmente en el Tribunal, a más tardar a las 13 horas del día anterior a la realización de la subasta. b) Para aquellos remates en que no pueda hacerse la postulación como postor en el módulo 'Remates', el vale vista debe ser acompañado mediante la respectiva presentación en la Oficina Judicial Virtual (acompañando copia del Vale Vista y de la Cédula de Identidad <box>1052 1194 1272 1945</box>
column-label: Remates de propiedades <box>420 126 489 152</box>
classified-notice: REMATE EL 17° JUZGADO CIVIL DE Santiago, ubicado en Huérfanos 1409, piso 5, Santiago, subastará de forma presencial en dependencias del Tribunal el 6 de mayo de 2026 a las 10:30 horas, la propiedad inscrita a nombre de la sociedad demandada Inmobiliaria Paul Anwandter Lanas E.I.R.L., y que corresponde a aquella ubicada en Calle Camino del Misionero N° 9634, que corresponde al sitio D diecinueve de la manzana D del plano de subdivisión respectivo, Comuna de Lo Barnechea, Región Metropolitana. Inmueble inscrito a fojas 9.068 N° 13.123 del Registro de Propiedad del Conservador de Bienes Raíces de Santiago, año 2023. Mínimo 27.624 Unidades de Fomento, según su valor en pesos al día de la subasta. Todo interesado en participar en la subasta como postor, deberá rendir caución por un valor equivalente al 10% del mínimo fijado para las posturas, mediante Vale Vista a la orden del Tribunal, que deberá entregarse presencialmente a la señora Secretaria del Tribunal, antes de las 12:00 horas del día anterior al fijado para el remate. Asimismo, se hace presente a los postores, que para efectos del cumplimiento de lo dispuesto en el inciso quinto del artículo 29 de la Ley 21.389, deberán señalar en su postura, si fuere pertinente, los datos de la persona por quien se presentan, para efectos de realizar la revisión en el Registro correspondiente. El saldo de la subasta deberá pagarse a la cuenta corriente del tribunal, dentro del 5° día hábil de efectuada la subasta. Demás bases, modificaciones, antecedentes y protocolos consten en autos caratulados 'Banco Itaú Chile contra Inmobiliaria Paul Anwandter Lanas E.I.R.L.', Rol C-3701-2024. El Secretario. <box>131 1334 351 1874</box>
